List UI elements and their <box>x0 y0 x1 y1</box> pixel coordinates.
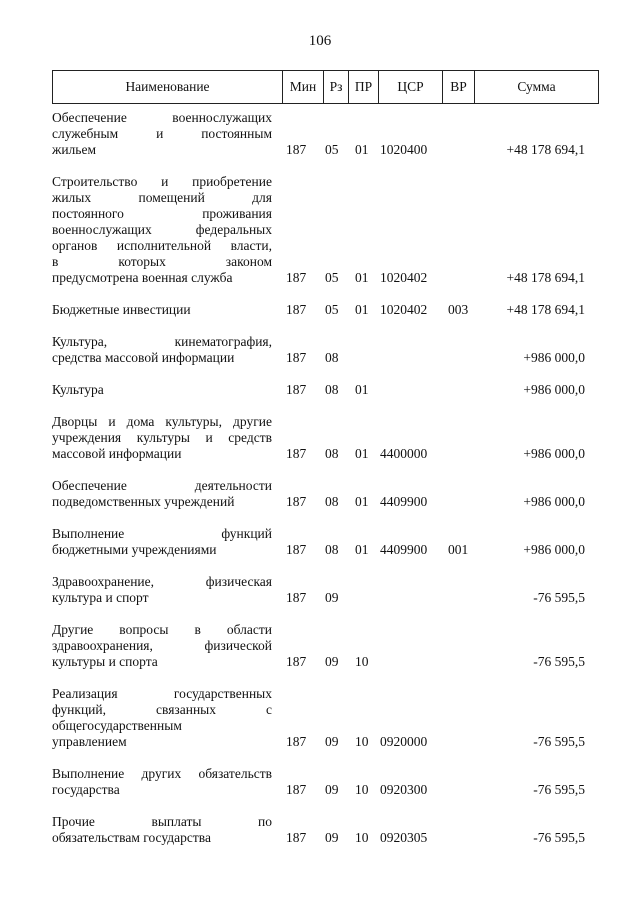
code-min: 187 <box>286 590 307 605</box>
code-min: 187 <box>286 830 307 845</box>
row-name-line: Дворцы и дома культуры, другие <box>52 414 272 429</box>
amount: +48 178 694,1 <box>506 270 585 285</box>
page-number: 106 <box>308 33 332 49</box>
row-name-line: жильем <box>52 142 96 157</box>
table-row <box>52 622 599 670</box>
header-vr: ВР <box>442 71 474 103</box>
row-name-line: подведомственных учреждений <box>52 494 235 509</box>
code-rz: 09 <box>325 830 339 845</box>
table-header <box>52 70 599 104</box>
table-body <box>52 104 599 846</box>
row-name-line: органов исполнительной власти, <box>52 238 272 253</box>
code-pr: 01 <box>355 494 369 509</box>
row-name-line: Другие вопросы в области <box>52 622 272 637</box>
amount: +986 000,0 <box>523 542 585 557</box>
code-rz: 05 <box>325 142 339 157</box>
code-min: 187 <box>286 654 307 669</box>
row-name-line: государства <box>52 782 120 797</box>
code-rz: 08 <box>325 350 339 365</box>
row-name-line: массовой информации <box>52 446 182 461</box>
amount: +48 178 694,1 <box>506 302 585 317</box>
row-codes <box>52 302 599 318</box>
row-name-line: Культура <box>52 382 104 397</box>
row-name-line: предусмотрена военная служба <box>52 270 233 285</box>
code-rz: 08 <box>325 382 339 397</box>
row-name-line: культуры и спорта <box>52 654 158 669</box>
table-row <box>52 110 599 158</box>
code-pr: 10 <box>355 654 369 669</box>
code-pr: 10 <box>355 782 369 797</box>
row-name-line: Здравоохранение, физическая <box>52 574 272 589</box>
table-row <box>52 574 599 606</box>
amount: +986 000,0 <box>523 350 585 365</box>
row-codes <box>52 350 599 366</box>
row-codes <box>52 734 599 750</box>
table-row <box>52 526 599 558</box>
row-codes <box>52 446 599 462</box>
row-codes <box>52 654 599 670</box>
code-min: 187 <box>286 734 307 749</box>
row-name-line: Выполнение функций <box>52 526 272 541</box>
code-rz: 08 <box>325 446 339 461</box>
code-min: 187 <box>286 142 307 157</box>
code-rz: 05 <box>325 270 339 285</box>
row-name-line: Реализация государственных <box>52 686 272 701</box>
code-min: 187 <box>286 782 307 797</box>
code-pr: 01 <box>355 446 369 461</box>
row-name-line: жилых помещений для <box>52 190 272 205</box>
row-name-line: служебным и постоянным <box>52 126 272 141</box>
table-row <box>52 686 599 750</box>
row-codes <box>52 782 599 798</box>
code-min: 187 <box>286 350 307 365</box>
code-pr: 10 <box>355 734 369 749</box>
row-name-line: Обеспечение деятельности <box>52 478 272 493</box>
code-rz: 05 <box>325 302 339 317</box>
amount: -76 595,5 <box>533 734 585 749</box>
code-csr: 1020402 <box>380 270 428 285</box>
code-pr: 01 <box>355 142 369 157</box>
table-row <box>52 478 599 510</box>
row-codes <box>52 590 599 606</box>
code-pr: 01 <box>355 542 369 557</box>
table-row <box>52 382 599 398</box>
code-csr: 1020400 <box>380 142 428 157</box>
code-csr: 0920305 <box>380 830 428 845</box>
amount: +986 000,0 <box>523 446 585 461</box>
header-csr: ЦСР <box>378 71 442 103</box>
row-name-line: здравоохранения, физической <box>52 638 272 653</box>
code-min: 187 <box>286 382 307 397</box>
code-min: 187 <box>286 302 307 317</box>
header-name: Наименование <box>125 79 210 94</box>
budget-table <box>52 70 599 862</box>
row-name-line: Строительство и приобретение <box>52 174 272 189</box>
row-name-line: управлением <box>52 734 127 749</box>
table-row <box>52 334 599 366</box>
row-name-line: культура и спорт <box>52 590 149 605</box>
row-name-line: Бюджетные инвестиции <box>52 302 191 317</box>
code-vr: 001 <box>448 542 469 557</box>
code-rz: 09 <box>325 782 339 797</box>
amount: -76 595,5 <box>533 830 585 845</box>
code-pr: 01 <box>355 270 369 285</box>
row-codes <box>52 270 599 286</box>
row-name-line: военнослужащих федеральных <box>52 222 272 237</box>
row-codes <box>52 542 599 558</box>
code-pr: 10 <box>355 830 369 845</box>
row-name-line: Обеспечение военнослужащих <box>52 110 272 125</box>
row-name-line: функций, связанных с <box>52 702 272 717</box>
row-name-line: общегосударственным <box>52 718 182 733</box>
code-min: 187 <box>286 494 307 509</box>
table-row <box>52 302 599 318</box>
row-codes <box>52 382 599 398</box>
row-name-line: Культура, кинематография, <box>52 334 272 349</box>
code-rz: 09 <box>325 654 339 669</box>
code-min: 187 <box>286 446 307 461</box>
table-row <box>52 414 599 462</box>
row-name-line: средства массовой информации <box>52 350 235 365</box>
header-min: Мин <box>282 71 323 103</box>
code-rz: 09 <box>325 590 339 605</box>
code-min: 187 <box>286 270 307 285</box>
row-name-line: постоянного проживания <box>52 206 272 221</box>
code-rz: 08 <box>325 542 339 557</box>
code-csr: 4409900 <box>380 494 428 509</box>
code-pr: 01 <box>355 382 369 397</box>
table-row <box>52 814 599 846</box>
code-rz: 08 <box>325 494 339 509</box>
amount: +986 000,0 <box>523 494 585 509</box>
amount: -76 595,5 <box>533 654 585 669</box>
table-row <box>52 766 599 798</box>
code-csr: 4409900 <box>380 542 428 557</box>
row-codes <box>52 830 599 846</box>
code-rz: 09 <box>325 734 339 749</box>
code-min: 187 <box>286 542 307 557</box>
code-csr: 0920300 <box>380 782 428 797</box>
code-csr: 1020402 <box>380 302 428 317</box>
code-pr: 01 <box>355 302 369 317</box>
row-codes <box>52 142 599 158</box>
header-sum: Сумма <box>474 71 598 103</box>
row-name-line: в которых законом <box>52 254 272 269</box>
amount: -76 595,5 <box>533 590 585 605</box>
row-name-line: учреждения культуры и средств <box>52 430 272 445</box>
code-csr: 4400000 <box>380 446 428 461</box>
row-name-line: обязательствам государства <box>52 830 211 845</box>
header-pr: ПР <box>348 71 378 103</box>
row-name-line: Прочие выплаты по <box>52 814 272 829</box>
code-csr: 0920000 <box>380 734 428 749</box>
amount: +48 178 694,1 <box>506 142 585 157</box>
amount: +986 000,0 <box>523 382 585 397</box>
row-name-line: бюджетными учреждениями <box>52 542 217 557</box>
header-rz: Рз <box>323 71 348 103</box>
row-codes <box>52 494 599 510</box>
amount: -76 595,5 <box>533 782 585 797</box>
row-name-line: Выполнение других обязательств <box>52 766 272 781</box>
table-row <box>52 174 599 286</box>
code-vr: 003 <box>448 302 469 317</box>
